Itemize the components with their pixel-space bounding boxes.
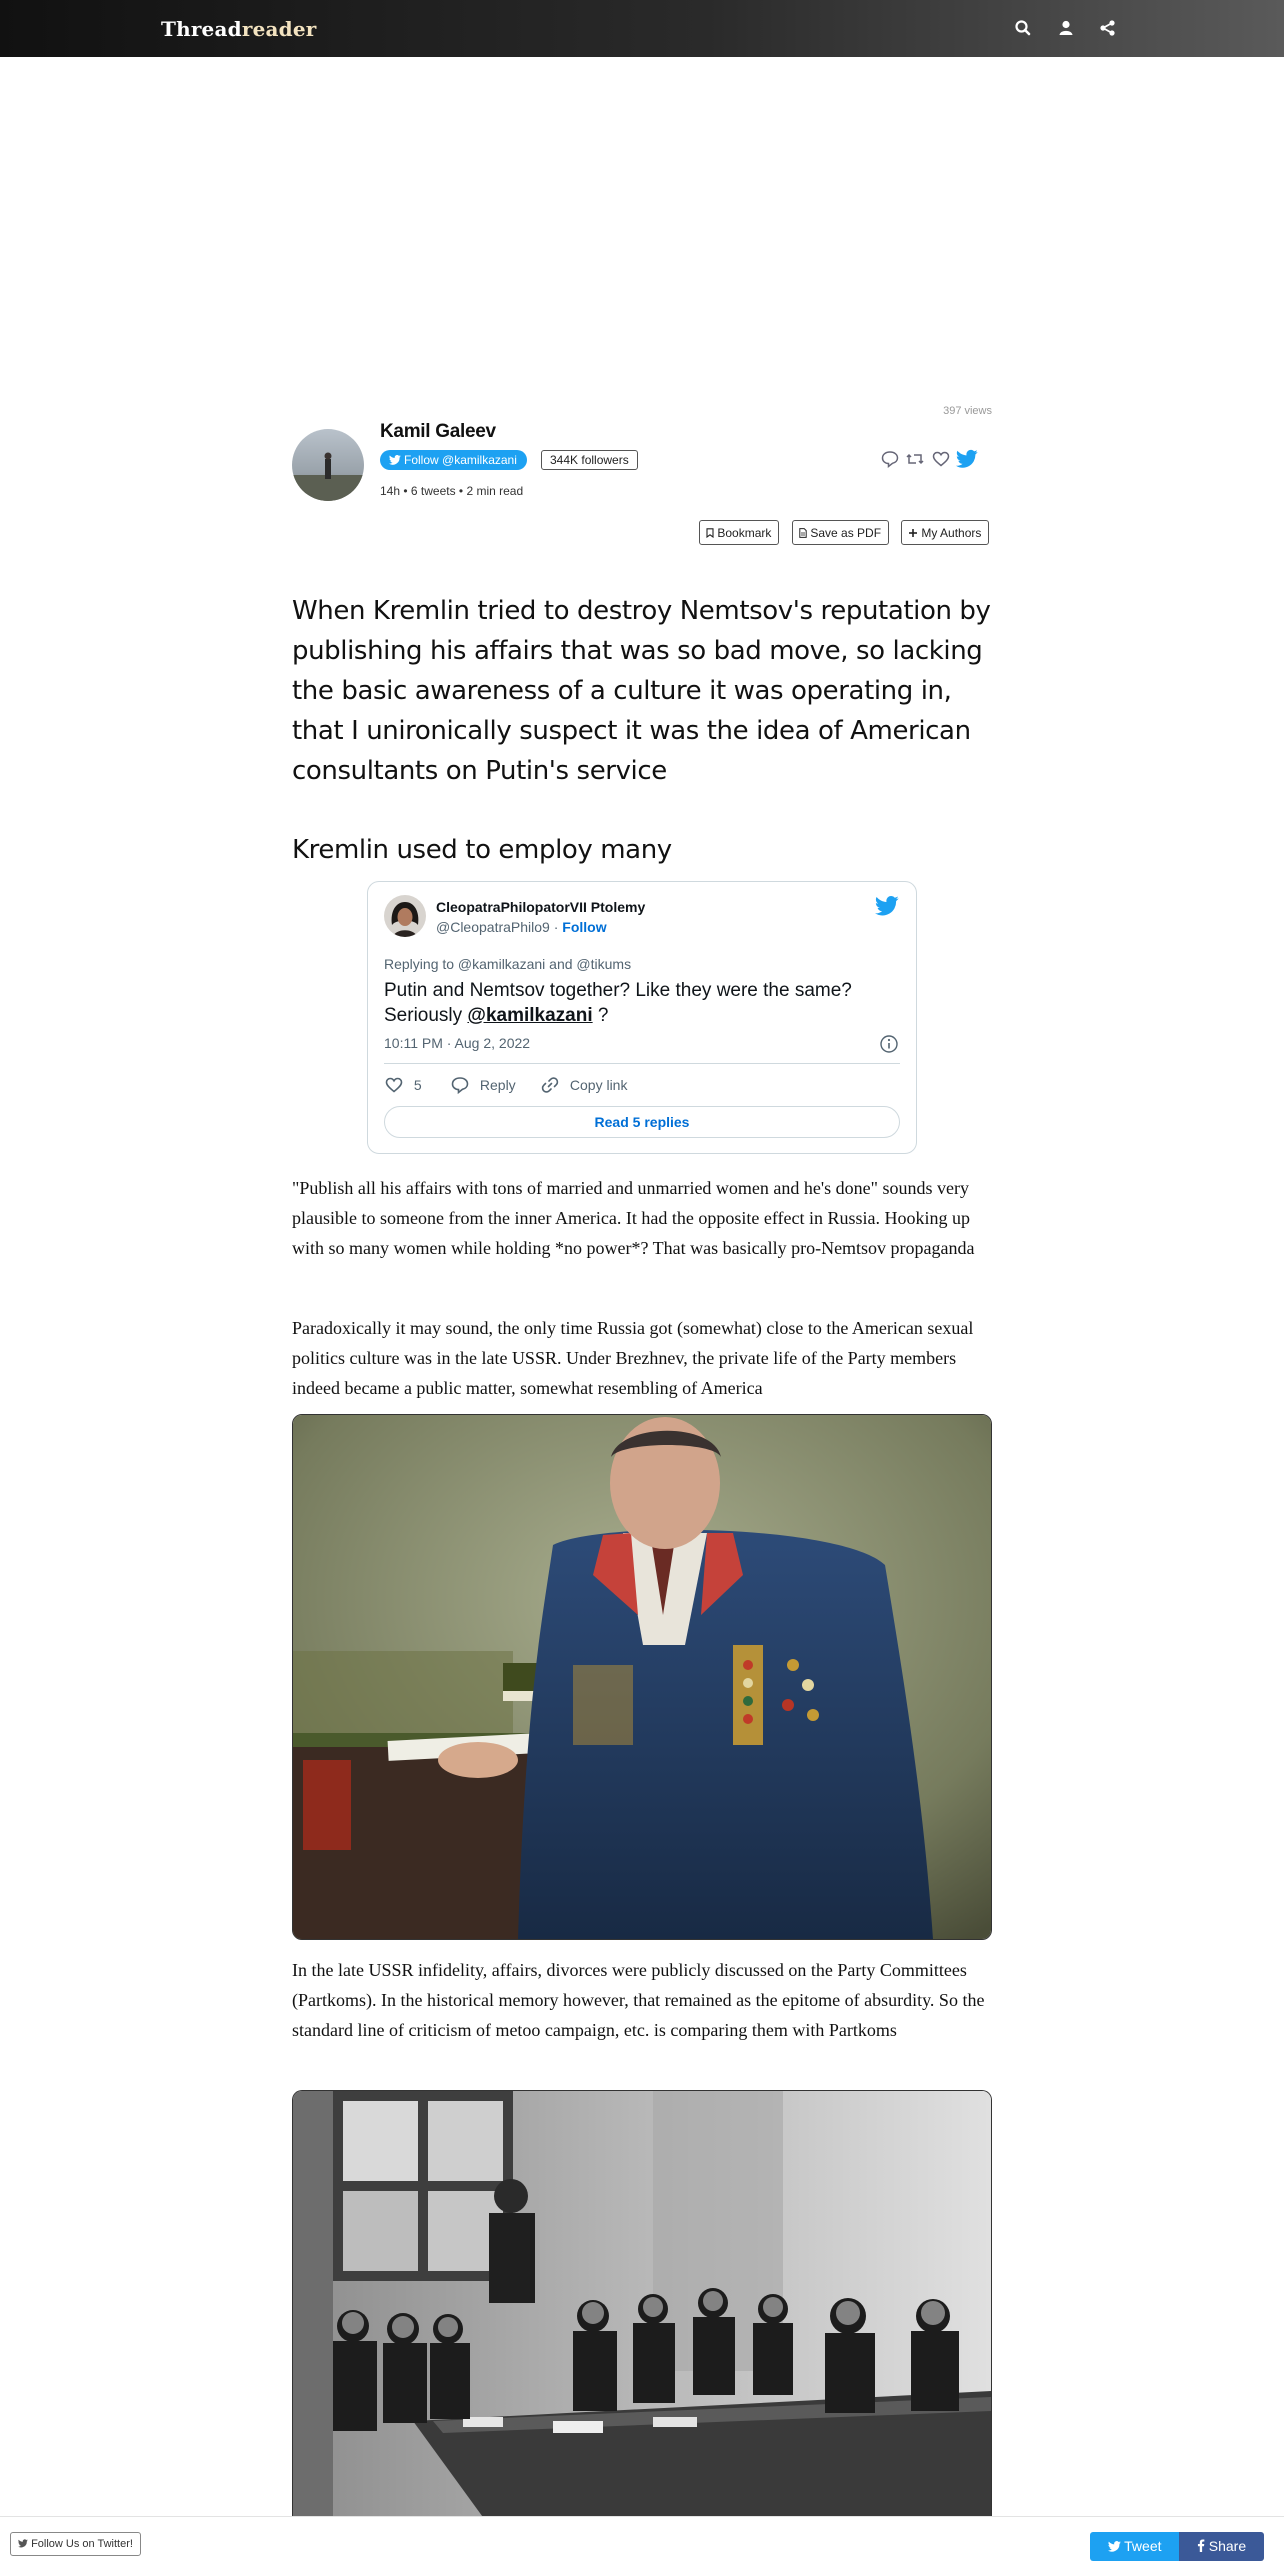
plus-icon [908, 528, 918, 538]
embed-divider [384, 1063, 900, 1064]
embed-tweet-text [384, 978, 884, 1028]
author-name[interactable]: Kamil Galeev [380, 421, 496, 442]
thread-second-text: Kremlin used to employ many [292, 835, 672, 865]
facebook-icon [1197, 2539, 1205, 2552]
thread-lead-text: When Kremlin tried to destroy Nemtsov's reputation by publishing his affairs that was so bad move, so lacking the basic awareness of a culture it was operating in, that I unironically suspect it was the idea of American consultants on Putin's service [292, 596, 991, 786]
meeting-photo [293, 2091, 991, 2531]
facebook-share-button[interactable] [1179, 2532, 1264, 2561]
embed-text-after: ? [592, 1005, 609, 1026]
bottom-share-bar [0, 2516, 1284, 2569]
reply-icon[interactable] [880, 449, 900, 469]
thread-meta: 14h • 6 tweets • 2 min read [380, 484, 524, 498]
embed-handle[interactable]: @CleopatraPhilo9 [436, 919, 550, 935]
followers-count: 344K followers [541, 450, 638, 470]
my-authors-label: My Authors [921, 526, 982, 540]
embed-author-name[interactable]: CleopatraPhilopatorVII Ptolemy [436, 899, 646, 915]
embedded-tweet[interactable] [367, 881, 917, 1154]
embed-handle-line [436, 919, 607, 935]
thread-paragraph-1: "Publish all his affairs with tons of married and unmarried women and he's done" sounds very plausible to someone from the inner America. It had the opposite effect in Russia. Hooking up with so many women while holding *no power*? That was basically pro-Nemtsov propaganda [292, 1178, 975, 1258]
follow-author-label: Follow @kamilkazani [404, 453, 517, 467]
tweet-button[interactable] [1090, 2532, 1179, 2561]
brand-part-1: Thread [161, 17, 242, 41]
embed-like-count: 5 [413, 1077, 422, 1093]
twitter-bird-icon [389, 455, 401, 465]
share-label: Share [1208, 2538, 1247, 2554]
read-replies-button[interactable]: Read 5 replies [384, 1106, 900, 1138]
embed-reply-stat[interactable] [450, 1075, 516, 1095]
like-icon[interactable] [931, 449, 951, 469]
follow-us-label: Follow Us on Twitter! [31, 2538, 133, 2550]
twitter-icon[interactable] [956, 449, 978, 469]
embed-like-stat[interactable] [384, 1075, 422, 1095]
embed-separator: · [549, 919, 563, 935]
info-icon[interactable] [879, 1034, 899, 1054]
top-bar [0, 0, 1284, 57]
search-icon[interactable] [1012, 17, 1034, 39]
share-icon[interactable] [1097, 17, 1119, 39]
twitter-logo-icon[interactable] [875, 896, 899, 916]
embed-copy-link[interactable] [540, 1075, 627, 1095]
embed-timestamp[interactable]: 10:11 PM · Aug 2, 2022 [384, 1035, 531, 1051]
reply-bubble-icon [450, 1075, 470, 1095]
link-icon [540, 1075, 560, 1095]
follow-author-button[interactable] [380, 450, 527, 470]
thread-image-portrait[interactable] [292, 1414, 992, 1940]
twitter-bird-icon [18, 2539, 28, 2548]
embed-copy-label: Copy link [569, 1077, 628, 1093]
bookmark-button[interactable] [699, 520, 779, 545]
brand-logo[interactable] [161, 17, 317, 41]
user-icon[interactable] [1055, 17, 1077, 39]
bookmark-icon [706, 528, 714, 538]
thread-paragraph-2: Paradoxically it may sound, the only time Russia got (somewhat) close to the American sexual politics culture was in the late USSR. Under Brezhnev, the private life of the Party members indeed became a public matter, somewhat resembling of America [292, 1318, 974, 1398]
save-pdf-label: Save as PDF [810, 526, 882, 540]
embed-mention-link[interactable]: @kamilkazani [467, 1005, 593, 1026]
thread-paragraph-3: In the late USSR infidelity, affairs, divorces were publicly discussed on the Party Committees (Partkoms). In the historical memory however, that remained as the epitome of absurdity. So the standard line of criticism of metoo campaign, etc. is comparing them with Partkoms [292, 1960, 985, 2040]
bookmark-label: Bookmark [717, 526, 772, 540]
twitter-bird-icon [1108, 2541, 1121, 2552]
save-pdf-button[interactable] [792, 520, 889, 545]
embed-reply-label: Reply [479, 1077, 516, 1093]
embed-follow-link[interactable]: Follow [562, 919, 607, 935]
portrait-painting [293, 1415, 991, 1939]
tweet-label: Tweet [1124, 2538, 1162, 2554]
my-authors-button[interactable] [901, 520, 989, 545]
embed-text-before: Putin and Nemtsov together? Like they were the same? Seriously [384, 980, 852, 1026]
retweet-icon[interactable] [905, 449, 925, 469]
view-count: 397 views [943, 405, 992, 417]
embed-replying-to: Replying to @kamilkazani and @tikums [384, 956, 632, 972]
brand-part-2: reader [241, 17, 317, 41]
avatar[interactable] [292, 429, 364, 501]
follow-us-button[interactable] [10, 2532, 141, 2556]
embed-avatar[interactable] [384, 895, 426, 937]
heart-icon [384, 1075, 404, 1095]
file-pdf-icon [799, 528, 807, 538]
thread-image-meeting[interactable] [292, 2090, 992, 2531]
